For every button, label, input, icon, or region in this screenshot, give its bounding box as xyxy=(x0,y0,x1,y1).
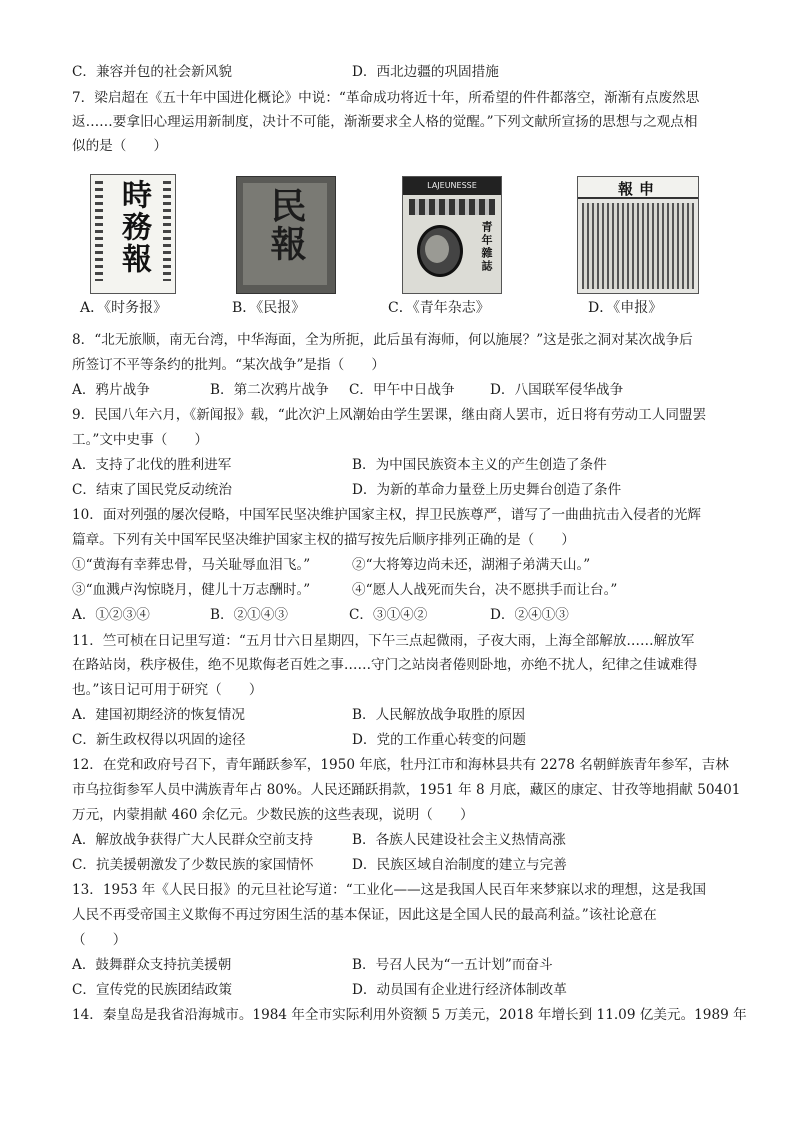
q11-option-d[interactable]: D．党的工作重心转变的问题 xyxy=(352,732,527,748)
q7-caption-b[interactable]: B．《民报》 xyxy=(232,300,306,316)
q10-stem-line2: 篇章。下列有关中国军民坚决维护国家主权的描写按先后顺序排列正确的是（ ） xyxy=(72,532,575,548)
q7-caption-d[interactable]: D．《申报》 xyxy=(588,300,663,316)
q8-option-d[interactable]: D．八国联军侵华战争 xyxy=(490,382,624,398)
q12-option-a[interactable]: A．解放战争获得广大人民群众空前支持 xyxy=(72,832,313,848)
q10-option-a[interactable]: A．①②③④ xyxy=(72,607,150,623)
q9-option-c[interactable]: C．结束了国民党反动统治 xyxy=(72,482,232,498)
q12-stem-line3: 万元，内蒙捐献 460 余亿元。少数民族的这些表现，说明（ ） xyxy=(72,807,474,823)
qingnian-header: LAJEUNESSE xyxy=(403,177,501,195)
qingnian-title: 青年雜誌 xyxy=(480,221,493,273)
q9-option-d[interactable]: D．为新的革命力量登上历史舞台创造了条件 xyxy=(352,482,622,498)
q13-option-a[interactable]: A．鼓舞群众支持抗美援朝 xyxy=(72,957,232,973)
q11-option-c[interactable]: C．新生政权得以巩固的途径 xyxy=(72,732,246,748)
q13-stem-line2: 人民不再受帝国主义欺侮不再过穷困生活的基本保证，因此这是全国人民的最高利益。”该社论意在 xyxy=(72,907,657,923)
q8-option-a[interactable]: A．鸦片战争 xyxy=(72,382,150,398)
q12-option-b[interactable]: B．各族人民建设社会主义热情高涨 xyxy=(352,832,566,848)
shiwubao-title: 時務報 xyxy=(116,179,151,275)
q12-option-d[interactable]: D．民族区域自治制度的建立与完善 xyxy=(352,857,567,873)
q13-stem-line1: 13．1953 年《人民日报》的元旦社论写道：“工业化——这是我国人民百年来梦寐以求的理想，这是我国 xyxy=(72,882,707,898)
q8-option-b[interactable]: B．第二次鸦片战争 xyxy=(210,382,329,398)
q7-image-qingnianzazhi[interactable] xyxy=(402,176,502,294)
q11-option-a[interactable]: A．建国初期经济的恢复情况 xyxy=(72,707,245,723)
q12-stem-line2: 市乌拉街参军人员中满族青年占 80%。人民还踊跃捐款，1951 年 8 月底，藏区的康定、甘孜等地捐献 50401 xyxy=(72,782,741,798)
q10-quote-3: ③“血溅卢沟惊晓月，健儿十万志酬时。” xyxy=(72,582,311,598)
q8-option-c[interactable]: C．甲午中日战争 xyxy=(349,382,455,398)
q7-stem-line3: 似的是（ ） xyxy=(72,138,168,154)
q14-stem-line1: 14．秦皇岛是我省沿海城市。1984 年全市实际利用外资额 5 万美元，2018 年增长到 11.09 亿美元。1989 年 xyxy=(72,1007,747,1023)
q7-image-shiwubao[interactable] xyxy=(90,174,176,294)
q8-stem-line1: 8．“北无旅顺，南无台湾，中华海面，全为所扼，此后虽有海师，何以施展？”这是张之洞对某次战争后 xyxy=(72,332,693,348)
q10-quote-4: ④“愿人人战死而失台，决不愿拱手而让台。” xyxy=(352,582,618,598)
q13-option-c[interactable]: C．宣传党的民族团结政策 xyxy=(72,982,232,998)
q7-image-shenbao[interactable] xyxy=(577,176,699,294)
q10-quote-2: ②“大将筹边尚未还，湖湘子弟满天山。” xyxy=(352,557,591,573)
q9-option-b[interactable]: B．为中国民族资本主义的产生创造了条件 xyxy=(352,457,607,473)
q10-option-c[interactable]: C．③①④② xyxy=(349,607,428,623)
q11-stem-line3: 也。”该日记可用于研究（ ） xyxy=(72,682,263,698)
q9-option-a[interactable]: A．支持了北伐的胜利进军 xyxy=(72,457,232,473)
q9-stem-line2: 工。”文中史事（ ） xyxy=(72,432,209,448)
q13-option-b[interactable]: B．号召人民为“一五计划”而奋斗 xyxy=(352,957,553,973)
minbao-title: 民報 xyxy=(265,187,307,263)
q7-caption-a[interactable]: A．《时务报》 xyxy=(80,300,168,316)
q8-stem-line2: 所签订不平等条约的批判。“某次战争”是指（ ） xyxy=(72,357,385,373)
q6-option-d[interactable]: D．西北边疆的巩固措施 xyxy=(352,64,499,80)
q10-stem-line1: 10．面对列强的屡次侵略，中国军民坚决维护国家主权，捍卫民族尊严，谱写了一曲曲抗击入侵者的光辉 xyxy=(72,507,702,523)
q10-quote-1: ①“黄海有幸葬忠骨，马关耻辱血泪飞。” xyxy=(72,557,311,573)
q7-stem-line2: 返……要拿旧心理运用新制度，决计不可能，渐渐要求全人格的觉醒。”下列文献所宣扬的思想与之观点相 xyxy=(72,114,698,130)
q11-stem-line1: 11．竺可桢在日记里写道：“五月廿六日星期四，下午三点起微雨，子夜大雨，上海全部解放……解放军 xyxy=(72,633,695,649)
q7-stem-line1: 7．梁启超在《五十年中国进化概论》中说：“革命成功将近十年，所希望的件件都落空，渐渐有点废然思 xyxy=(72,90,700,106)
q9-stem-line1: 9．民国八年六月，《新闻报》载，“此次沪上风潮始由学生罢课，继由商人罢市，近日将有劳动工人同盟罢 xyxy=(72,407,707,423)
q6-option-c[interactable]: C．兼容并包的社会新风貌 xyxy=(72,64,232,80)
q13-option-d[interactable]: D．动员国有企业进行经济体制改革 xyxy=(352,982,567,998)
q7-caption-c[interactable]: C．《青年杂志》 xyxy=(388,300,490,316)
shenbao-title: 報申 xyxy=(618,180,661,198)
q12-stem-line1: 12．在党和政府号召下，青年踊跃参军，1950 年底，牡丹江市和海林县共有 2278 名朝鲜族青年参军，吉林 xyxy=(72,757,729,773)
q11-option-b[interactable]: B．人民解放战争取胜的原因 xyxy=(352,707,526,723)
q10-option-d[interactable]: D．②④①③ xyxy=(490,607,569,623)
q13-stem-line3: （ ） xyxy=(72,932,127,948)
q10-option-b[interactable]: B．②①④③ xyxy=(210,607,288,623)
q7-image-minbao[interactable] xyxy=(236,176,336,294)
q11-stem-line2: 在路站岗，秩序极佳，绝不见欺侮老百姓之事……守门之站岗者倦则卧地，亦绝不扰人，纪律之佳诚难得 xyxy=(72,657,698,673)
q12-option-c[interactable]: C．抗美援朝激发了少数民族的家国情怀 xyxy=(72,857,314,873)
